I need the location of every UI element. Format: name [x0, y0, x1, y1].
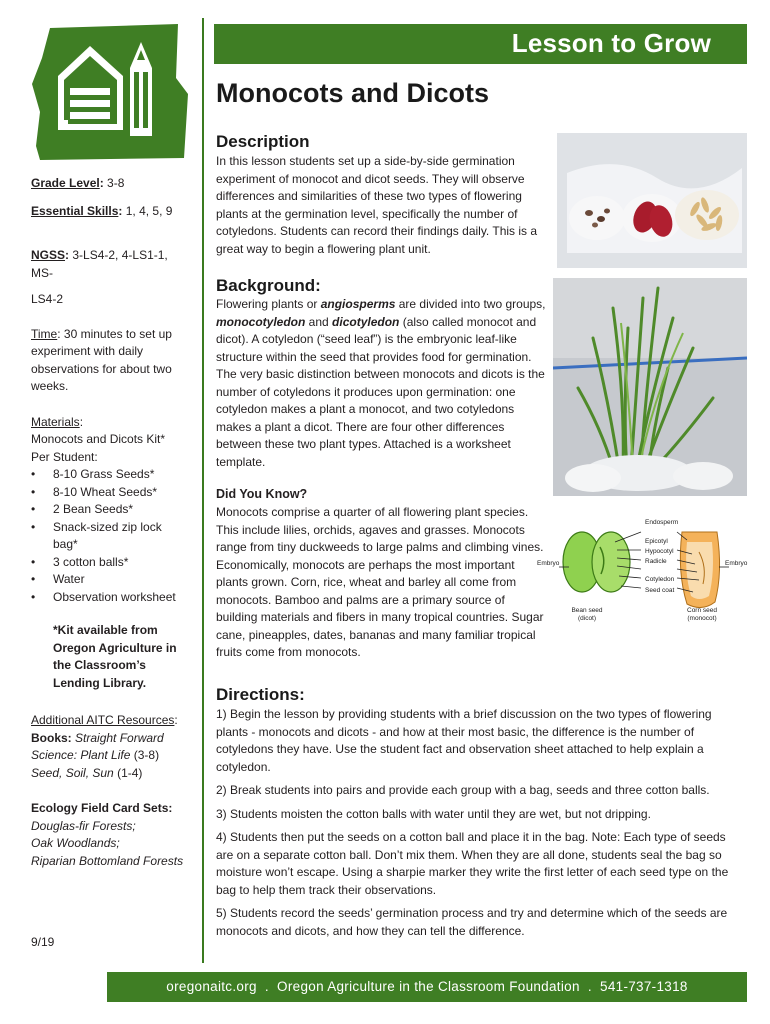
book-title: Straight Forward Science: Plant Life	[31, 730, 164, 762]
did-you-know-text: Monocots comprise a quarter of all flowering plant species. This include lilies, orchids, agaves and grasses. Monocots range from tiny duckweeds to large palms and climbing vines. Economically, monocots are perhaps the most important plants grown. Corn, rice, wheat and barley all come from monocots. Bamboo and palms are a primary source of building materials and fibers in many tropical countries. Sugar cane, pineapples, dates, bananas and many familiar tropical fruits come from monocots.	[216, 505, 544, 659]
list-item: • 8-10 Grass Seeds*	[31, 466, 191, 484]
diagram-label: Radicle	[645, 558, 667, 565]
books	[31, 730, 191, 765]
ngss-value-line2: LS4-2	[31, 292, 64, 306]
time	[31, 326, 191, 396]
ngss-label: NGSS	[31, 248, 66, 262]
list-item: Douglas-fir Forests;	[31, 818, 136, 833]
vertical-divider	[202, 18, 204, 963]
page-title: Monocots and Dicots	[216, 78, 490, 108]
book-grade: (3-8)	[130, 748, 160, 762]
diagram-label: Endosperm	[645, 519, 679, 526]
list-item: 4) Students then put the seeds on a cotton ball and place it in the bag. Note: Each type of seeds are on a separate cotton ball. Don’t mix them. When they are all done, students seal the bag so moisture won’t escape. Using a sharpie marker they write the first letter of each seed type on the bag to help them track their observations.	[216, 830, 729, 897]
kit-note: *Kit available from Oregon Agriculture in the Classroom’s Lending Library.	[53, 623, 177, 690]
list-item: 3) Students moisten the cotton balls with water until they are wet, but not dripping.	[216, 806, 651, 821]
diagram-label: Cotyledon	[645, 576, 675, 583]
list-item: • 3 cotton balls*	[31, 554, 191, 572]
ngss: NGSS: 3-LS4-2, 4-LS1-1, MS-	[31, 248, 168, 280]
background-text	[216, 296, 546, 471]
grade-level-label: Grade Level	[31, 176, 100, 190]
grade-level-value: 3-8	[107, 176, 125, 190]
term-dicotyledon: dicotyledon	[332, 314, 400, 329]
list-item: 1) Begin the lesson by providing students with a brief discussion on the two types of flowering plants - monocots and dicots - and how at their most basic, the difference is the number of cotyledons they have. Use the student fact and observation sheet attached to help explain a cotyledon.	[216, 707, 712, 774]
diagram-label: Hypocotyl	[645, 548, 674, 555]
background-text-part: are divided into two groups,	[395, 297, 546, 311]
book-title: Seed, Soil, Sun	[31, 765, 114, 780]
list-item: • Snack-sized zip lock bag*	[31, 519, 171, 554]
materials-section: Materials: Monocots and Dicots Kit* Per Student: • 8-10 Grass Seeds* • 8-10 Wheat Seeds* • 2 Bean Seeds* • Snack-sized zip lock bag* • 3 cotton balls* • Water • Observation worksheet	[31, 414, 191, 607]
materials-intro: Monocots and Dicots Kit* Per Student:	[31, 432, 166, 464]
sprouting-seeds-photo	[553, 278, 747, 496]
footer-bar	[107, 972, 747, 1002]
list-item: • 8-10 Wheat Seeds*	[31, 484, 191, 502]
books-label: Books:	[31, 730, 72, 745]
materials-list	[31, 466, 191, 606]
list-item: Riparian Bottomland Forests	[31, 853, 184, 868]
list-item: 2) Break students into pairs and provide each group with a bag, seeds and three cotton balls.	[216, 783, 710, 797]
ecology-label: Ecology Field Card Sets:	[31, 801, 173, 815]
list-item: • Observation worksheet	[31, 589, 191, 607]
background-text-part: (also called monocot and dicot). A cotyledon (“seed leaf”) is the embryonic leaf-like structure within the seed that provides food for germination. The very basic distinction between monocots and dicots is the number of cotyledons it produces upon germination: one cotyledon makes a plant a monocot, and two cotyledons makes a plant a dicot. There are four other differences between these two plant types. Attached is a worksheet template.	[216, 314, 545, 469]
seeds-in-bag-photo	[557, 133, 747, 268]
did-you-know-heading: Did You Know?	[216, 487, 308, 501]
directions-list	[216, 706, 746, 946]
list-item: • 2 Bean Seeds*	[31, 501, 191, 519]
book-grade: (1-4)	[113, 765, 143, 780]
diagram-label: Embryo	[725, 560, 748, 567]
diagram-label: Embryo	[537, 560, 560, 567]
term-angiosperms: angiosperms	[320, 297, 396, 311]
sidebar	[31, 175, 191, 870]
essential-skills: Essential Skills: 1, 4, 5, 9	[31, 203, 173, 218]
term-monocotyledon: monocotyledon	[216, 314, 306, 329]
revision-date: 9/19	[31, 935, 55, 949]
oregon-aitc-logo	[28, 18, 198, 166]
seed-anatomy-diagram	[537, 512, 749, 630]
background-text-part: and	[305, 314, 333, 329]
list-item: • Water	[31, 571, 191, 589]
essential-skills-value: 1, 4, 5, 9	[125, 203, 173, 218]
list-item: 5) Students record the seeds’ germination process and try and determine which of the seeds are monocots and dicots, and how they can tell the difference.	[216, 906, 728, 938]
description-text: In this lesson students set up a side-by-side germination experiment of monocot and dicot seeds. They will observe differences and similarities of these two types of flowering plants at the germination level, specifically the number of cotyledons. Students can record their findings daily. This is a great way to begin a flowering plant unit.	[216, 154, 538, 256]
ecology-section	[31, 800, 191, 870]
resources-section: Additional AITC Resources: Books: Straight Forward Science: Plant Life (3-8) Seed, Soil, Sun (1-4)	[31, 712, 191, 782]
diagram-caption: (monocot)	[687, 615, 717, 622]
footer-text: oregonaitc.org . Oregon Agriculture in the Classroom Foundation . 541-737-1318	[166, 979, 688, 994]
materials-label: Materials	[31, 414, 80, 429]
header-banner	[214, 24, 747, 64]
list-item: Oak Woodlands;	[31, 836, 120, 850]
banner-title: Lesson to Grow	[511, 28, 711, 58]
diagram-caption: Bean seed	[571, 607, 603, 614]
time-label: Time	[31, 326, 58, 341]
diagram-label: Seed coat	[645, 587, 675, 594]
resources-label: Additional AITC Resources	[31, 713, 175, 727]
books-2	[31, 765, 191, 783]
background-text-part: Flowering plants or	[216, 297, 321, 311]
diagram-caption: Corn seed	[687, 607, 717, 614]
ngss-value: 3-LS4-2, 4-LS1-1, MS-	[31, 248, 168, 280]
directions-heading: Directions:	[216, 685, 305, 704]
description-heading: Description	[216, 132, 310, 151]
time-value: : 30 minutes to set up experiment with daily observations for about two weeks.	[31, 326, 172, 393]
grade-level: Grade Level: 3-8	[31, 176, 125, 190]
background-heading: Background:	[216, 276, 321, 295]
diagram-caption: (dicot)	[577, 615, 597, 622]
diagram-label: Epicotyl	[645, 538, 668, 545]
essential-skills-label: Essential Skills	[31, 203, 119, 218]
